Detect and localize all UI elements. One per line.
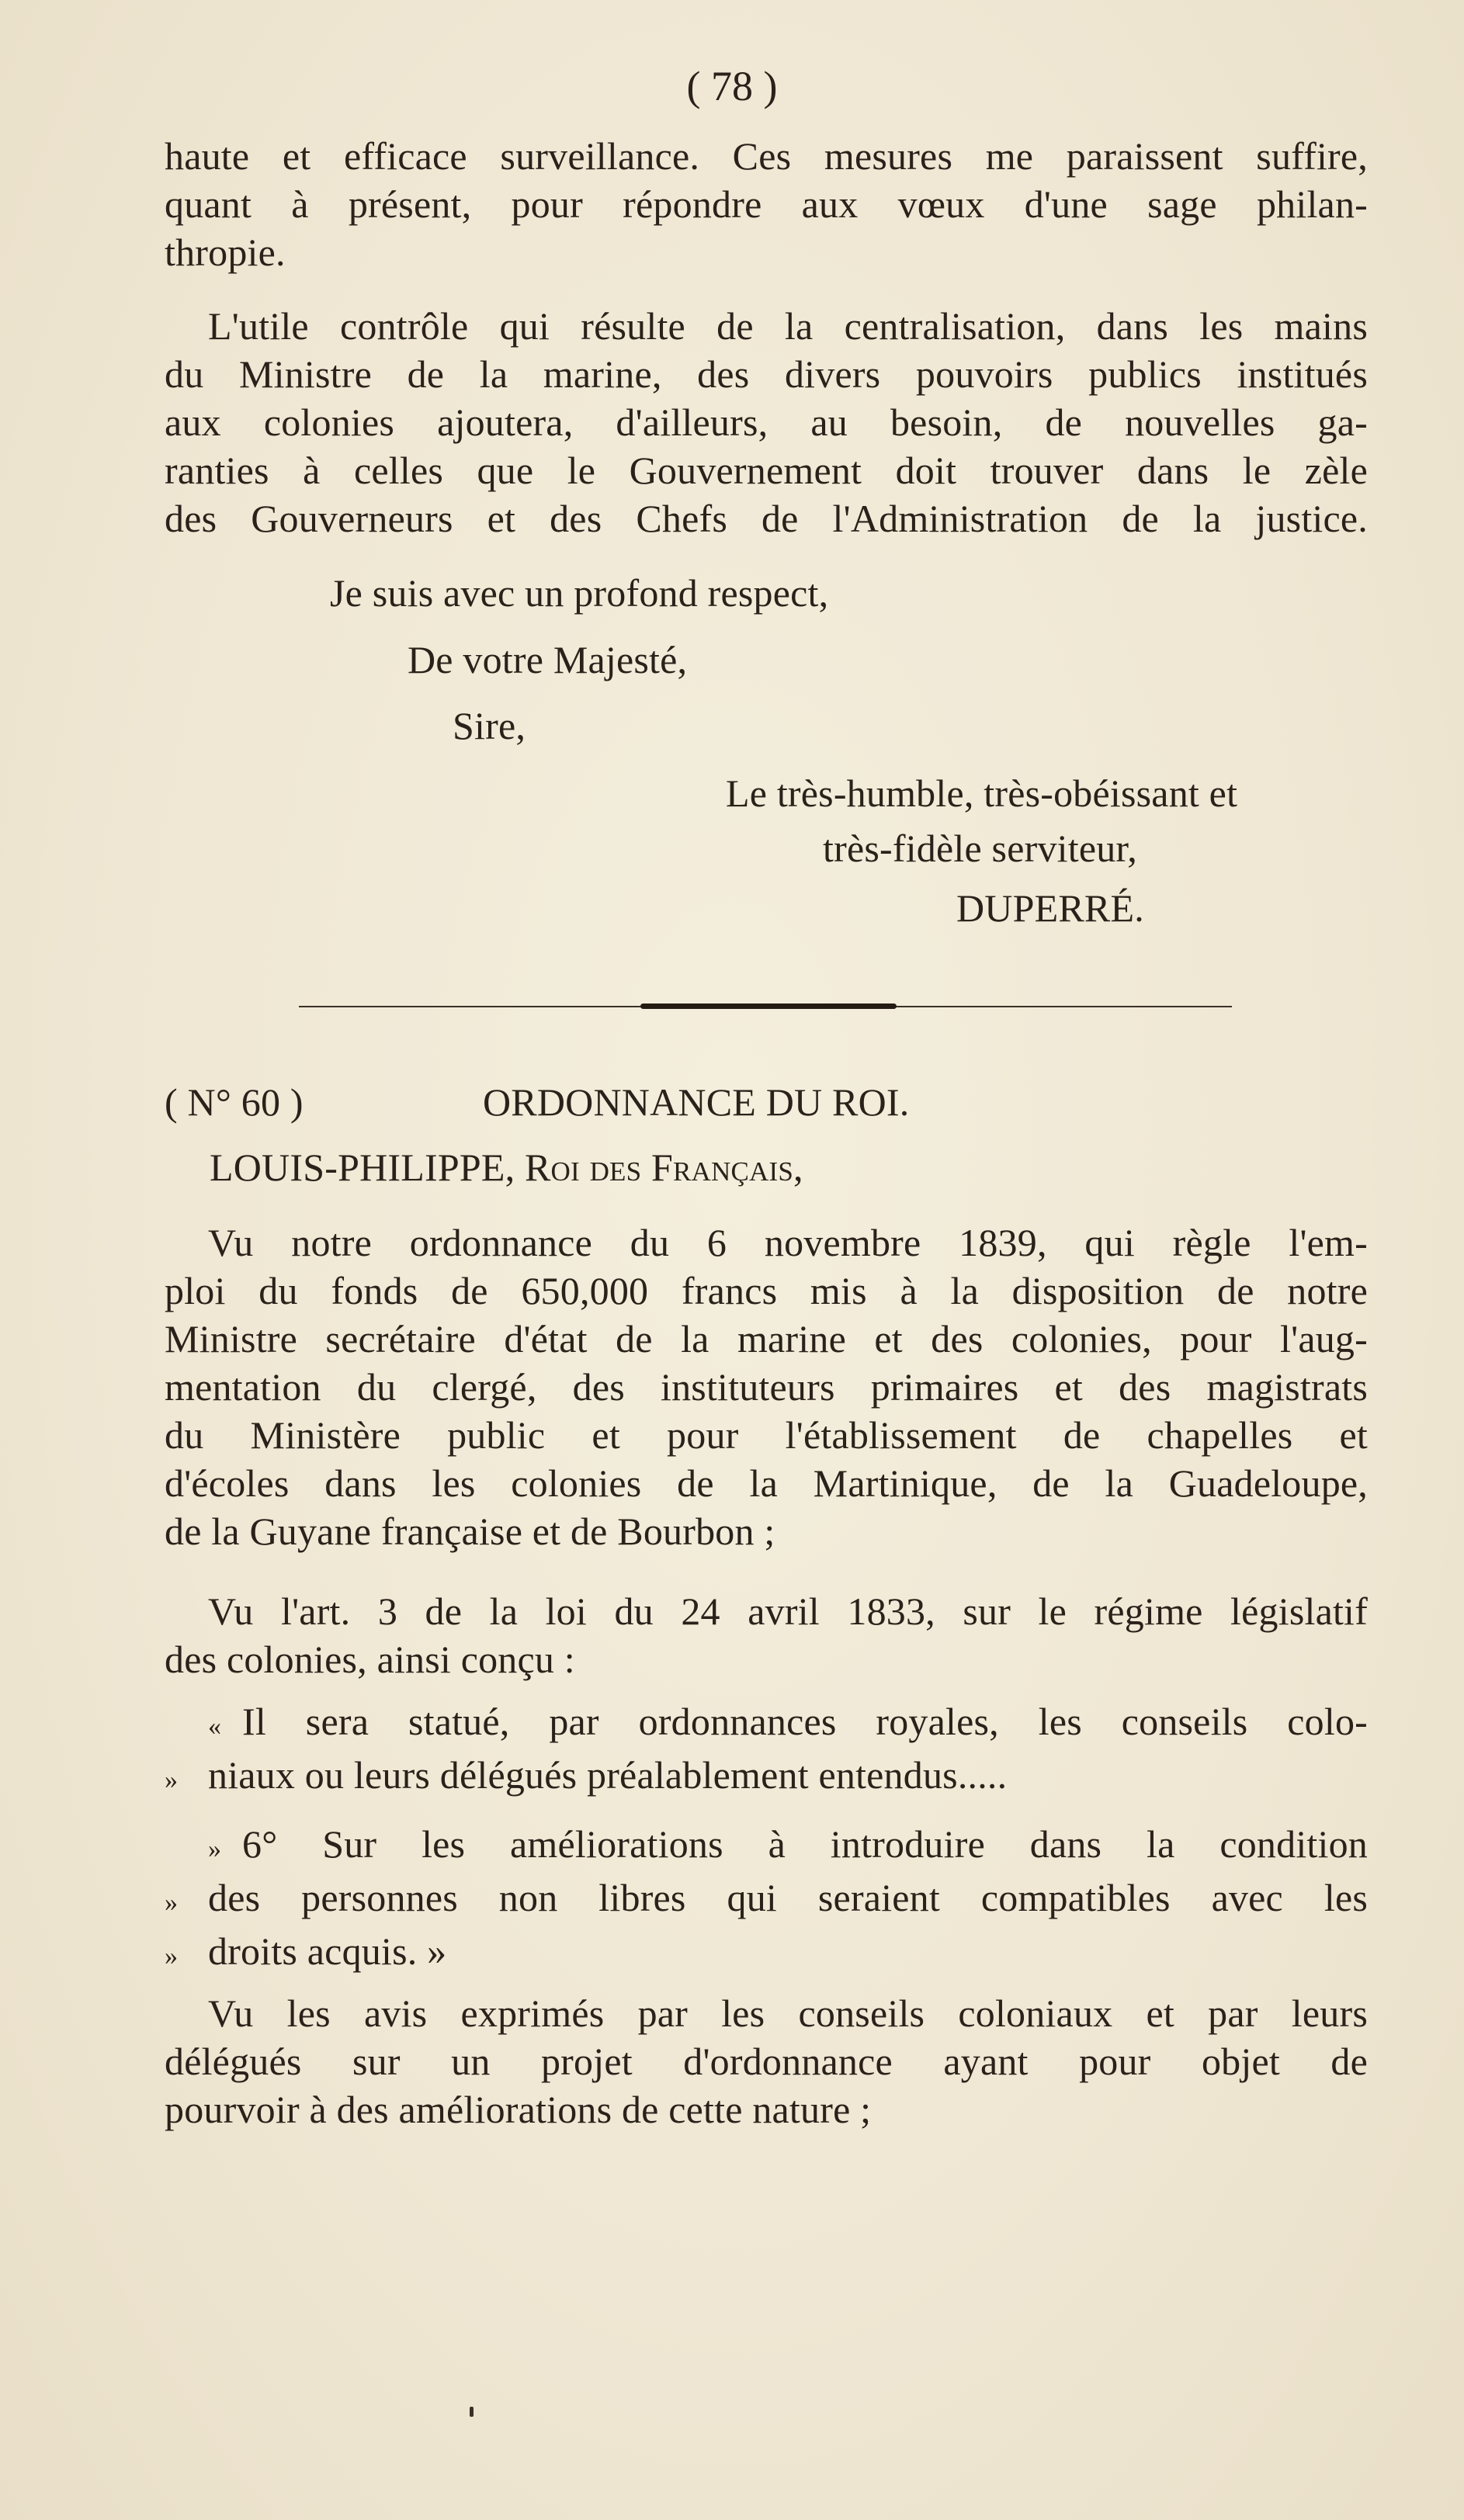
quote-line [165, 1874, 1368, 1927]
control-paragraph [165, 302, 1368, 542]
king-line [210, 1143, 1219, 1191]
king-title: Roi des Français, [525, 1146, 803, 1189]
text-line: Vu l'art. 3 de la loi du 24 avril 1833, sur le régime législatif [208, 1589, 1368, 1633]
text-line: des colonies, ainsi conçu : [165, 1638, 575, 1681]
text-line: quant à présent, pour répondre aux vœux d'une sage philan- [165, 182, 1368, 226]
text-line: du Ministre de la marine, des divers pouvoirs publics institués [165, 352, 1368, 396]
text-line: pourvoir à des améliorations de cette nature ; [165, 2088, 872, 2131]
quote-line [165, 1751, 1368, 1804]
text-line: de la Guyane française et de Bourbon ; [165, 1510, 775, 1553]
quote-mark: » [165, 1888, 179, 1917]
text-line: du Ministère public et pour l'établissement de chapelles et [165, 1413, 1368, 1457]
closing-line-humble: Le très-humble, très-obéissant et [726, 771, 1238, 815]
quote-mark: » [165, 1766, 179, 1794]
ink-speck [470, 2407, 474, 2417]
text-line: ploi du fonds de 650,000 francs mis à la disposition de notre [165, 1269, 1368, 1312]
closing-line-majesty: De votre Majesté, [408, 638, 688, 681]
law-quote-first [165, 1697, 1368, 1804]
text-line: mentation du clergé, des instituteurs primaires et des magistrats [165, 1365, 1368, 1409]
ordinance-title: ORDONNANCE DU ROI. [483, 1080, 910, 1124]
text-line: L'utile contrôle qui résulte de la centralisation, dans les mains [208, 304, 1368, 348]
signature: DUPERRÉ. [956, 886, 1144, 930]
text-line: aux colonies ajoutera, d'ailleurs, au besoin, de nouvelles ga- [165, 400, 1368, 444]
quote-text: 6° Sur les améliorations à introduire dans la condition [242, 1822, 1368, 1866]
text-line: thropie. [165, 231, 286, 274]
vu-paragraph-law [165, 1587, 1368, 1683]
closing-line-sire: Sire, [453, 704, 526, 747]
text-line: des Gouverneurs et des Chefs de l'Administration de la justice. [165, 497, 1368, 540]
quote-mark: « [208, 1712, 222, 1741]
divider-thick-center [640, 1003, 897, 1009]
text-line: haute et efficace surveillance. Ces mesures me paraissent suffire, [165, 134, 1368, 178]
quote-line [165, 1927, 1368, 1981]
quote-text: des personnes non libres qui seraient compatibles avec les [208, 1876, 1368, 1919]
law-quote-second [165, 1820, 1368, 1981]
text-line: Vu les avis exprimés par les conseils coloniaux et par leurs [208, 1991, 1368, 2035]
vu-paragraph-ordinance [165, 1218, 1368, 1555]
closing-line-respect: Je suis avec un profond respect, [330, 571, 829, 615]
quote-mark: » [165, 1942, 179, 1971]
text-line: délégués sur un projet d'ordonnance ayant pour objet de [165, 2040, 1368, 2083]
king-name: LOUIS-PHILIPPE, [210, 1146, 515, 1189]
top-paragraph [165, 132, 1368, 276]
vu-paragraph-opinions [165, 1989, 1368, 2134]
quote-line [165, 1820, 1368, 1874]
page-number: ( 78 ) [686, 63, 778, 109]
text-line: Ministre secrétaire d'état de la marine et des colonies, pour l'aug- [165, 1317, 1368, 1361]
quote-text: droits acquis. » [208, 1929, 447, 1973]
quote-text: Il sera statué, par ordonnances royales, les conseils colo- [242, 1700, 1368, 1743]
closing-line-servant: très-fidèle serviteur, [823, 827, 1137, 870]
quote-text: niaux ou leurs délégués préalablement entendus..... [208, 1753, 1008, 1797]
quote-mark: » [208, 1835, 222, 1863]
text-line: Vu notre ordonnance du 6 novembre 1839, qui règle l'em- [208, 1221, 1368, 1264]
text-line: d'écoles dans les colonies de la Martinique, de la Guadeloupe, [165, 1461, 1368, 1505]
text-line: ranties à celles que le Gouvernement doit trouver dans le zèle [165, 449, 1368, 492]
section-divider [299, 1003, 1232, 1010]
quote-line [165, 1697, 1368, 1751]
ordinance-number: ( N° 60 ) [165, 1080, 304, 1124]
